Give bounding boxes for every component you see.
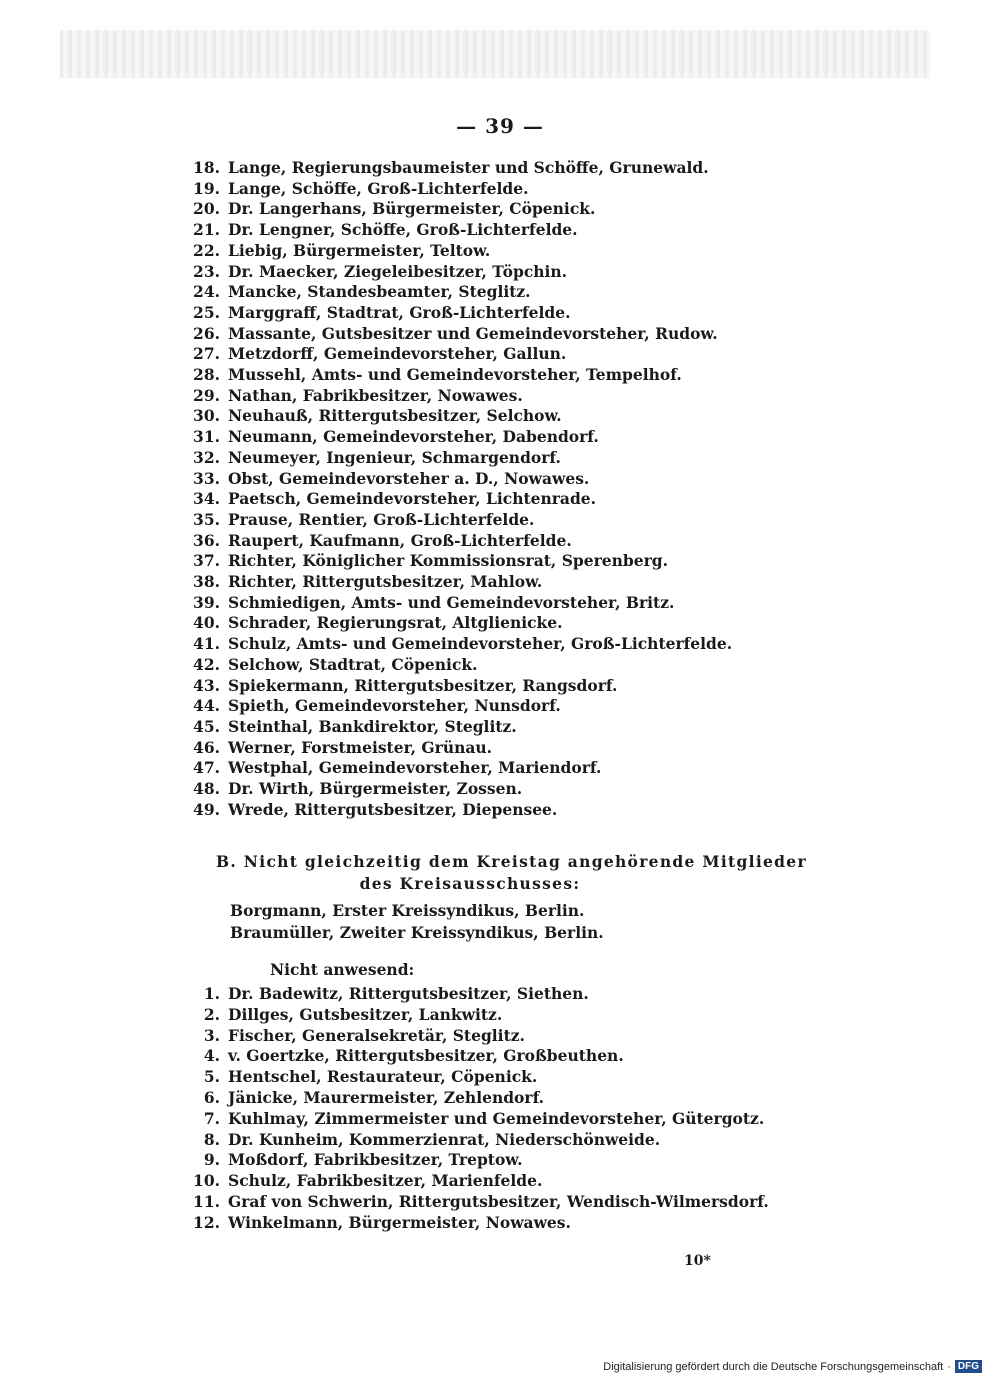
item-text: Dr. Langerhans, Bürgermeister, Cöpenick. [228, 199, 596, 219]
item-text: Mancke, Standesbeamter, Steglitz. [228, 282, 531, 302]
item-text: Fischer, Generalsekretär, Steglitz. [228, 1025, 525, 1045]
item-number: 36. [193, 530, 220, 550]
item-text: Metzdorff, Gemeindevorsteher, Gallun. [228, 344, 567, 364]
item-number: 9. [203, 1150, 220, 1170]
item-number: 48. [193, 779, 220, 798]
item-text: Prause, Rentier, Groß-Lichterfelde. [228, 509, 535, 529]
item-number: 6. [203, 1088, 220, 1107]
item-text: Richter, Königlicher Kommissionsrat, Sperenberg. [228, 551, 668, 571]
item-number: 24. [193, 282, 220, 302]
item-number: 30. [193, 406, 220, 426]
item-number: 4. [203, 1046, 220, 1066]
item-text: Wrede, Rittergutsbesitzer, Diepensee. [228, 799, 558, 819]
item-number: 7. [203, 1108, 220, 1128]
item-number: 21. [193, 220, 220, 240]
item-text: Dr. Lengner, Schöffe, Groß-Lichterfelde. [228, 220, 578, 240]
item-text: Nathan, Fabrikbesitzer, Nowawes. [228, 385, 523, 405]
item-number: 32. [193, 447, 220, 467]
item-text: Dr. Badewitz, Rittergutsbesitzer, Siethen. [228, 984, 589, 1003]
item-text: Dillges, Gutsbesitzer, Lankwitz. [228, 1004, 503, 1024]
item-text: Winkelmann, Bürgermeister, Nowawes. [228, 1212, 571, 1232]
item-number: 27. [193, 344, 220, 364]
printer-signature: 10* [684, 1253, 711, 1269]
item-text: Richter, Rittergutsbesitzer, Mahlow. [228, 572, 543, 591]
item-number: 46. [193, 737, 220, 757]
item-number: 8. [203, 1129, 220, 1149]
item-text: Liebig, Bürgermeister, Teltow. [228, 240, 491, 260]
item-number: 19. [193, 178, 220, 198]
item-text: Hentschel, Restaurateur, Cöpenick. [228, 1067, 538, 1087]
item-number: 12. [193, 1212, 220, 1232]
item-text: Dr. Maecker, Ziegeleibesitzer, Töpchin. [228, 261, 568, 281]
section-b-title-line1: B. Nicht gleichzeitig dem Kreistag angehörende Mitglieder [216, 852, 807, 871]
item-text: Marggraff, Stadtrat, Groß-Lichterfelde. [228, 302, 571, 322]
item-number: 28. [193, 365, 220, 384]
item-text: Kuhlmay, Zimmermeister und Gemeindevorsteher, Gütergotz. [228, 1108, 765, 1128]
item-number: 31. [193, 427, 220, 447]
item-text: Selchow, Stadtrat, Cöpenick. [228, 654, 478, 674]
item-text: Massante, Gutsbesitzer und Gemeindevorsteher, Rudow. [228, 323, 718, 343]
item-number: 25. [193, 302, 220, 322]
item-number: 34. [193, 489, 220, 509]
item-text: Graf von Schwerin, Rittergutsbesitzer, Wendisch-Wilmersdorf. [228, 1192, 769, 1211]
dfg-logo: DFG [955, 1360, 982, 1373]
section-b-title-line2: des Kreisausschusses: [359, 874, 581, 893]
item-number: 33. [193, 468, 220, 488]
item-text: Dr. Wirth, Bürgermeister, Zossen. [228, 779, 523, 798]
item-text: v. Goertzke, Rittergutsbesitzer, Großbeuthen. [228, 1046, 624, 1066]
scan-border-noise [60, 30, 930, 78]
item-text: Dr. Kunheim, Kommerzienrat, Niederschönweide. [228, 1129, 661, 1149]
page-number: — 39 — [456, 114, 544, 138]
item-number: 3. [203, 1025, 220, 1045]
item-text: Neuhauß, Rittergutsbesitzer, Selchow. [228, 406, 562, 426]
item-text: Neumeyer, Ingenieur, Schmargendorf. [228, 447, 561, 467]
item-text: Schulz, Fabrikbesitzer, Marienfelde. [228, 1171, 543, 1191]
item-text: Obst, Gemeindevorsteher a. D., Nowawes. [228, 468, 590, 488]
item-number: 20. [193, 199, 220, 219]
item-number: 37. [193, 551, 220, 571]
item-text: Schulz, Amts- und Gemeindevorsteher, Groß-Lichterfelde. [228, 634, 733, 654]
item-number: 45. [193, 716, 220, 736]
item-number: 41. [193, 634, 220, 654]
item-text: Spieth, Gemeindevorsteher, Nunsdorf. [228, 696, 561, 716]
item-text: Raupert, Kaufmann, Groß-Lichterfelde. [228, 530, 572, 550]
section-b-member: Braumüller, Zweiter Kreissyndikus, Berlin. [230, 923, 604, 942]
item-text: Westphal, Gemeindevorsteher, Mariendorf. [228, 758, 602, 778]
item-text: Lange, Regierungsbaumeister und Schöffe, Grunewald. [228, 158, 709, 177]
item-number: 35. [193, 509, 220, 529]
absent-heading: Nicht anwesend: [270, 960, 415, 979]
item-text: Moßdorf, Fabrikbesitzer, Treptow. [228, 1150, 523, 1170]
item-number: 1. [203, 984, 220, 1003]
item-number: 10. [193, 1171, 220, 1191]
item-number: 5. [203, 1067, 220, 1087]
item-text: Steinthal, Bankdirektor, Steglitz. [228, 716, 517, 736]
item-text: Neumann, Gemeindevorsteher, Dabendorf. [228, 427, 599, 447]
item-number: 43. [193, 675, 220, 695]
item-text: Schmiedigen, Amts- und Gemeindevorsteher, Britz. [228, 592, 675, 612]
item-number: 40. [193, 613, 220, 633]
item-text: Jänicke, Maurermeister, Zehlendorf. [228, 1088, 545, 1107]
item-number: 29. [193, 385, 220, 405]
item-number: 11. [193, 1192, 220, 1211]
item-number: 23. [193, 261, 220, 281]
item-number: 49. [193, 799, 220, 819]
item-text: Werner, Forstmeister, Grünau. [228, 737, 493, 757]
item-number: 47. [193, 758, 220, 778]
footer: Digitalisierung gefördert durch die Deutsche Forschungsgemeinschaft · DFG [603, 1360, 982, 1373]
item-number: 22. [193, 240, 220, 260]
item-number: 2. [203, 1004, 220, 1024]
item-text: Lange, Schöffe, Groß-Lichterfelde. [228, 178, 529, 198]
section-b-member: Borgmann, Erster Kreissyndikus, Berlin. [230, 901, 585, 920]
footer-text: Digitalisierung gefördert durch die Deutsche Forschungsgemeinschaft [603, 1360, 944, 1373]
item-text: Spiekermann, Rittergutsbesitzer, Rangsdorf. [228, 675, 618, 695]
item-text: Schrader, Regierungsrat, Altglienicke. [228, 613, 563, 633]
item-number: 38. [193, 572, 220, 591]
item-text: Paetsch, Gemeindevorsteher, Lichtenrade. [228, 489, 597, 509]
item-number: 18. [193, 158, 220, 177]
item-number: 44. [193, 696, 220, 716]
item-number: 26. [193, 323, 220, 343]
item-number: 42. [193, 654, 220, 674]
item-number: 39. [193, 592, 220, 612]
section-b-members [230, 900, 604, 944]
item-text: Mussehl, Amts- und Gemeindevorsteher, Tempelhof. [228, 365, 682, 384]
